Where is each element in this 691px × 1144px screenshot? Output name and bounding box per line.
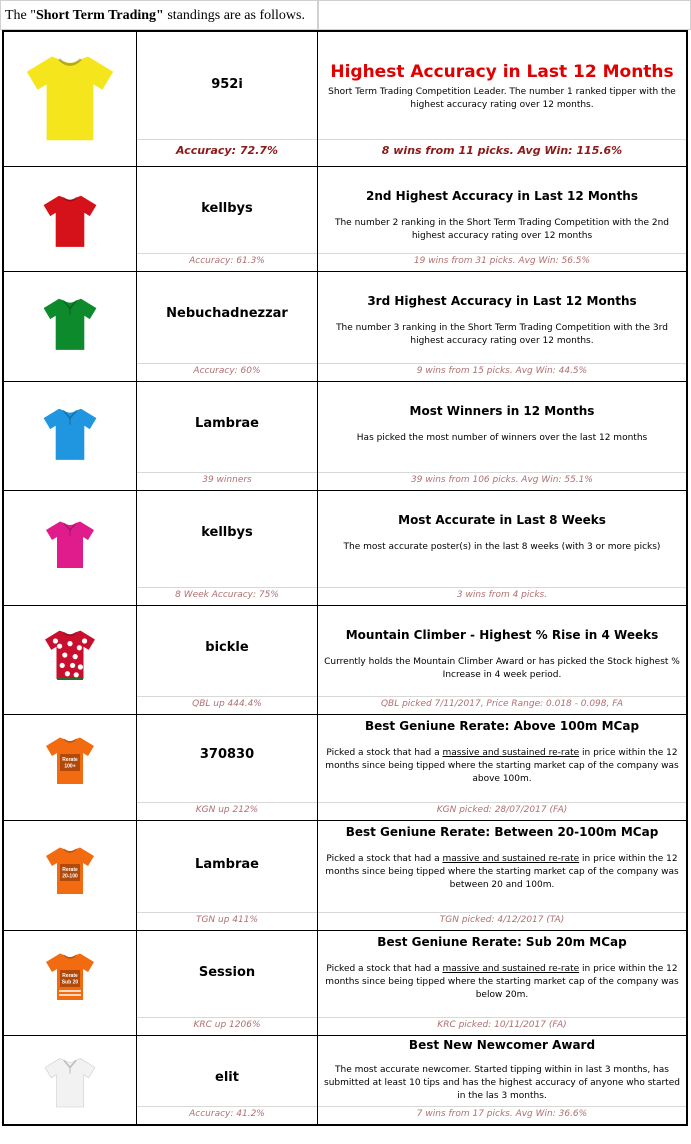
shirt-cell xyxy=(4,606,137,714)
award-title: Most Accurate in Last 8 Weeks xyxy=(398,513,606,527)
tipper-cell xyxy=(137,382,318,490)
svg-text:100+: 100+ xyxy=(64,763,76,770)
award-title: Best Geniune Rerate: Above 100m MCap xyxy=(364,719,640,733)
tipper-name: Session xyxy=(198,965,256,980)
award-cell xyxy=(318,491,686,605)
stat-left: TGN up 411% xyxy=(195,915,259,925)
blue-polo-icon xyxy=(43,406,98,465)
stat-left: 39 winners xyxy=(202,475,252,485)
tipper-cell xyxy=(137,491,318,605)
tipper-cell xyxy=(137,931,318,1035)
tipper-name: kellbys xyxy=(201,525,253,540)
tipper-name: Nebuchadnezzar xyxy=(166,306,288,321)
award-description: Currently holds the Mountain Climber Award or has picked the Stock highest % Increase in 4 week period. xyxy=(324,657,680,680)
award-title: Best Geniune Rerate: Sub 20m MCap xyxy=(377,935,627,949)
tipper-cell xyxy=(137,1036,318,1124)
award-cell xyxy=(318,715,686,820)
standings-table xyxy=(2,30,688,1126)
yellow-shirt-icon xyxy=(25,52,115,146)
standing-row xyxy=(4,32,686,167)
intro-cell xyxy=(0,0,318,30)
stat-right: KGN picked: 28/07/2017 (FA) xyxy=(436,805,568,815)
stat-right: QBL picked 7/11/2017, Price Range: 0.018 - 0.098, FA xyxy=(380,699,624,709)
intro-text: The "Short Term Trading" standings are as follows. xyxy=(5,8,305,23)
award-cell xyxy=(318,32,686,166)
standing-row xyxy=(4,272,686,382)
white-polo-icon xyxy=(44,1056,96,1112)
standing-row xyxy=(4,1036,686,1124)
award-title: 2nd Highest Accuracy in Last 12 Months xyxy=(366,189,638,203)
shirt-cell xyxy=(4,382,137,490)
award-description: The number 2 ranking in the Short Term Trading Competition with the 2nd highest accuracy rating over 12 months xyxy=(334,218,669,241)
award-title: 3rd Highest Accuracy in Last 12 Months xyxy=(367,294,637,308)
stat-right: 39 wins from 106 picks. Avg Win: 55.1% xyxy=(411,475,593,485)
standing-row xyxy=(4,715,686,821)
tipper-name: 370830 xyxy=(199,747,255,762)
award-description: Picked a stock that had a massive and sustained re-rate in price within the 12 months since being tipped where the starting market cap of the company was above 100m. xyxy=(325,748,679,784)
shirt-cell xyxy=(4,715,137,820)
tipper-cell xyxy=(137,606,318,714)
polka-dot-jersey-icon xyxy=(44,628,96,684)
tipper-cell xyxy=(137,167,318,271)
award-title: Mountain Climber - Highest % Rise in 4 Weeks xyxy=(345,628,659,642)
stat-right: 19 wins from 31 picks. Avg Win: 56.5% xyxy=(413,256,591,266)
tipper-name: Lambrae xyxy=(195,857,259,872)
svg-text:Rerate: Rerate xyxy=(62,973,78,979)
award-description: Picked a stock that had a massive and sustained re-rate in price within the 12 months since being tipped where the starting market cap of the company was between 20 and 100m. xyxy=(325,854,679,890)
standing-row xyxy=(4,491,686,606)
shirt-cell xyxy=(4,167,137,271)
orange-rerate-shirt-icon xyxy=(45,951,95,1005)
award-description: The number 3 ranking in the Short Term Trading Competition with the 3rd highest accuracy rating over 12 months. xyxy=(336,323,668,346)
standing-row xyxy=(4,931,686,1036)
stat-left: KRC up 1206% xyxy=(193,1020,261,1030)
stat-right: 8 wins from 11 picks. Avg Win: 115.6% xyxy=(381,144,623,157)
svg-text:Rerate: Rerate xyxy=(62,867,78,873)
shirt-cell xyxy=(4,821,137,930)
shirt-cell xyxy=(4,931,137,1035)
stat-right: KRC picked: 10/11/2017 (FA) xyxy=(437,1020,567,1030)
standing-row xyxy=(4,167,686,272)
stat-right: 9 wins from 15 picks. Avg Win: 44.5% xyxy=(416,366,588,376)
award-cell xyxy=(318,272,686,381)
stat-left: 8 Week Accuracy: 75% xyxy=(175,590,279,600)
stat-right: 7 wins from 17 picks. Avg Win: 36.6% xyxy=(416,1109,588,1119)
stat-right: TGN picked: 4/12/2017 (TA) xyxy=(439,915,565,925)
award-title: Highest Accuracy in Last 12 Months xyxy=(330,62,674,82)
standing-row xyxy=(4,606,686,715)
award-cell xyxy=(318,931,686,1035)
tipper-name: elit xyxy=(215,1070,239,1085)
award-cell xyxy=(318,167,686,271)
intro-row xyxy=(0,0,691,30)
tipper-cell xyxy=(137,32,318,166)
tipper-name: kellbys xyxy=(201,201,253,216)
stat-left: QBL up 444.4% xyxy=(192,699,262,709)
award-description: Short Term Trading Competition Leader. The number 1 ranked tipper with the highest accuracy rating over 12 months. xyxy=(328,87,676,110)
stat-left: Accuracy: 72.7% xyxy=(176,144,278,157)
stat-left: Accuracy: 61.3% xyxy=(189,256,265,266)
green-polo-icon xyxy=(43,296,98,355)
svg-text:20-100: 20-100 xyxy=(62,873,78,880)
stat-left: KGN up 212% xyxy=(195,805,259,815)
shirt-cell xyxy=(4,32,137,166)
tipper-cell xyxy=(137,821,318,930)
standing-row xyxy=(4,821,686,931)
shirt-cell xyxy=(4,1036,137,1124)
orange-rerate-shirt-icon xyxy=(45,735,95,789)
svg-text:Sub 20: Sub 20 xyxy=(61,979,79,986)
award-cell xyxy=(318,1036,686,1124)
tipper-name: bickle xyxy=(205,640,249,655)
empty-cell xyxy=(318,0,691,30)
pink-polo-icon xyxy=(45,519,95,573)
stat-left: Accuracy: 41.2% xyxy=(189,1109,265,1119)
svg-text:Rerate: Rerate xyxy=(62,757,78,763)
award-description: Picked a stock that had a massive and sustained re-rate in price within the 12 months since being tipped where the starting market cap of the company was below 20m. xyxy=(325,964,679,1000)
orange-rerate-shirt-icon xyxy=(45,845,95,899)
tipper-name: 952i xyxy=(211,77,243,92)
award-cell xyxy=(318,821,686,930)
stat-left: Accuracy: 60% xyxy=(193,366,261,376)
standing-row xyxy=(4,382,686,491)
award-description: The most accurate poster(s) in the last 8 weeks (with 3 or more picks) xyxy=(343,542,661,552)
award-cell xyxy=(318,606,686,714)
shirt-cell xyxy=(4,491,137,605)
award-cell xyxy=(318,382,686,490)
award-title: Most Winners in 12 Months xyxy=(409,404,595,418)
red-shirt-icon xyxy=(43,193,98,252)
tipper-name: Lambrae xyxy=(195,416,259,431)
tipper-cell xyxy=(137,715,318,820)
stat-right: 3 wins from 4 picks. xyxy=(456,590,548,600)
award-title: Best Geniune Rerate: Between 20-100m MCap xyxy=(345,825,659,839)
award-description: The most accurate newcomer. Started tipping within in last 3 months, has submitted at least 10 tips and has the highest accuracy of anyone who started in the las 3 months. xyxy=(324,1065,680,1101)
shirt-cell xyxy=(4,272,137,381)
award-title: Best New Newcomer Award xyxy=(408,1038,596,1052)
award-description: Has picked the most number of winners over the last 12 months xyxy=(356,433,648,443)
tipper-cell xyxy=(137,272,318,381)
